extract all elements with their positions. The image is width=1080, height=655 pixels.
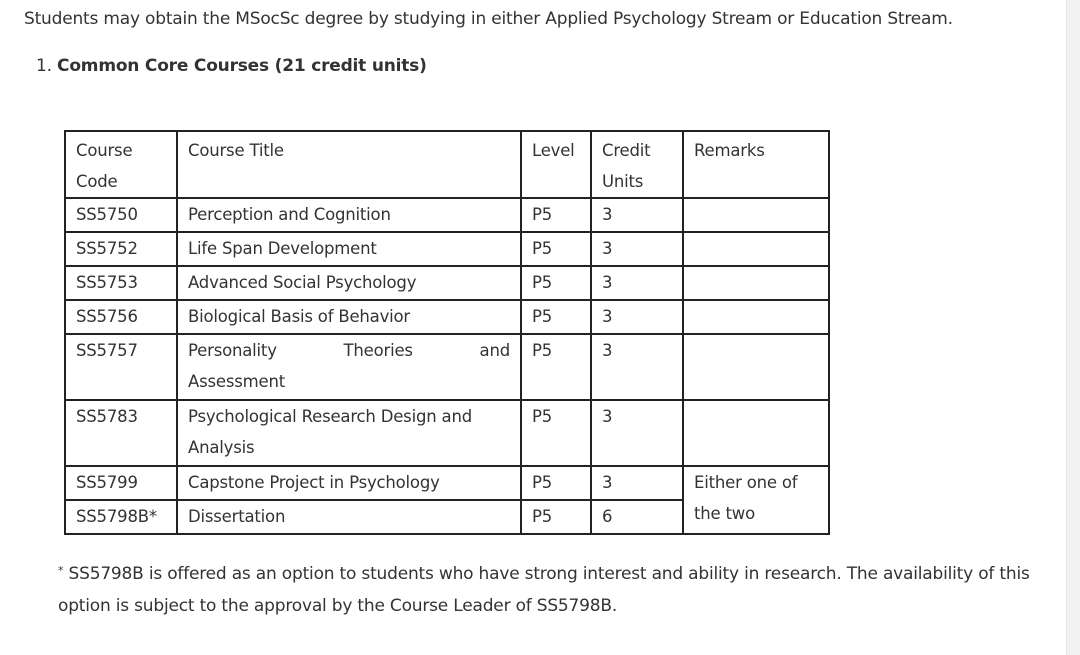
cell-remarks (683, 300, 829, 334)
cell-course-title: Life Span Development (177, 232, 521, 266)
header-remarks: Remarks (683, 131, 829, 198)
cell-remarks (683, 334, 829, 400)
cell-level: P5 (521, 334, 591, 400)
cell-credit: 3 (591, 400, 683, 466)
header-course-code-line1: Course (76, 141, 133, 160)
cell-level: P5 (521, 232, 591, 266)
cell-credit: 3 (591, 334, 683, 400)
course-title-line1: Psychological Research Design and (188, 407, 472, 426)
cell-course-code: SS5753 (65, 266, 177, 300)
cell-course-code: SS5783 (65, 400, 177, 466)
cell-course-title: Biological Basis of Behavior (177, 300, 521, 334)
header-credit-line1: Credit (602, 141, 651, 160)
cell-credit: 3 (591, 300, 683, 334)
cell-remarks (683, 400, 829, 466)
table-header-row (65, 131, 829, 198)
cell-remarks (683, 198, 829, 232)
section-heading (36, 56, 427, 76)
title-word: Theories (343, 341, 413, 360)
cell-course-title: Capstone Project in Psychology (177, 466, 521, 500)
section-number: 1. (36, 56, 52, 76)
header-credit-line2: Units (602, 172, 644, 191)
remarks-line2: the two (694, 504, 755, 523)
cell-course-code: SS5757 (65, 334, 177, 400)
table-row (65, 466, 829, 500)
cell-course-code: SS5752 (65, 232, 177, 266)
cell-course-title: Perception and Cognition (177, 198, 521, 232)
title-word: and (479, 341, 510, 360)
table-row (65, 266, 829, 300)
cell-credit: 6 (591, 500, 683, 534)
footnote-text: SS5798B is offered as an option to students who have strong interest and ability in research. The availability of this option is subject to the approval by the Course Leader of SS5798B. (58, 564, 1030, 616)
table-row (65, 198, 829, 232)
cell-course-code: SS5799 (65, 466, 177, 500)
course-title-line2: Assessment (188, 372, 285, 391)
table-row (65, 334, 829, 400)
cell-credit: 3 (591, 232, 683, 266)
cell-course-title (177, 334, 521, 400)
cell-level: P5 (521, 500, 591, 534)
remarks-line1: Either one of (694, 473, 798, 492)
header-course-code (65, 131, 177, 198)
table-row (65, 232, 829, 266)
cell-course-code: SS5798B* (65, 500, 177, 534)
cell-credit: 3 (591, 198, 683, 232)
cell-course-code: SS5756 (65, 300, 177, 334)
course-title-line1 (188, 335, 510, 366)
cell-level: P5 (521, 198, 591, 232)
cell-course-code: SS5750 (65, 198, 177, 232)
cell-level: P5 (521, 266, 591, 300)
table-row (65, 400, 829, 466)
header-course-code-line2: Code (76, 172, 118, 191)
intro-paragraph: Students may obtain the MSocSc degree by studying in either Applied Psychology Stream or Education Stream. (24, 9, 953, 29)
cell-level: P5 (521, 466, 591, 500)
cell-level: P5 (521, 400, 591, 466)
cell-remarks-combined (683, 466, 829, 534)
header-level: Level (521, 131, 591, 198)
header-credit-units (591, 131, 683, 198)
footnote-marker: * (58, 564, 64, 577)
scrollbar-track[interactable] (1066, 0, 1080, 655)
course-title-line2: Analysis (188, 438, 255, 457)
cell-course-title: Dissertation (177, 500, 521, 534)
cell-credit: 3 (591, 266, 683, 300)
title-word: Personality (188, 341, 277, 360)
section-title: Common Core Courses (21 credit units) (57, 56, 427, 76)
cell-course-title (177, 400, 521, 466)
cell-level: P5 (521, 300, 591, 334)
cell-course-title: Advanced Social Psychology (177, 266, 521, 300)
footnote (58, 555, 1048, 622)
header-course-title: Course Title (177, 131, 521, 198)
cell-credit: 3 (591, 466, 683, 500)
cell-remarks (683, 232, 829, 266)
cell-remarks (683, 266, 829, 300)
table-row (65, 300, 829, 334)
course-table (64, 130, 830, 535)
